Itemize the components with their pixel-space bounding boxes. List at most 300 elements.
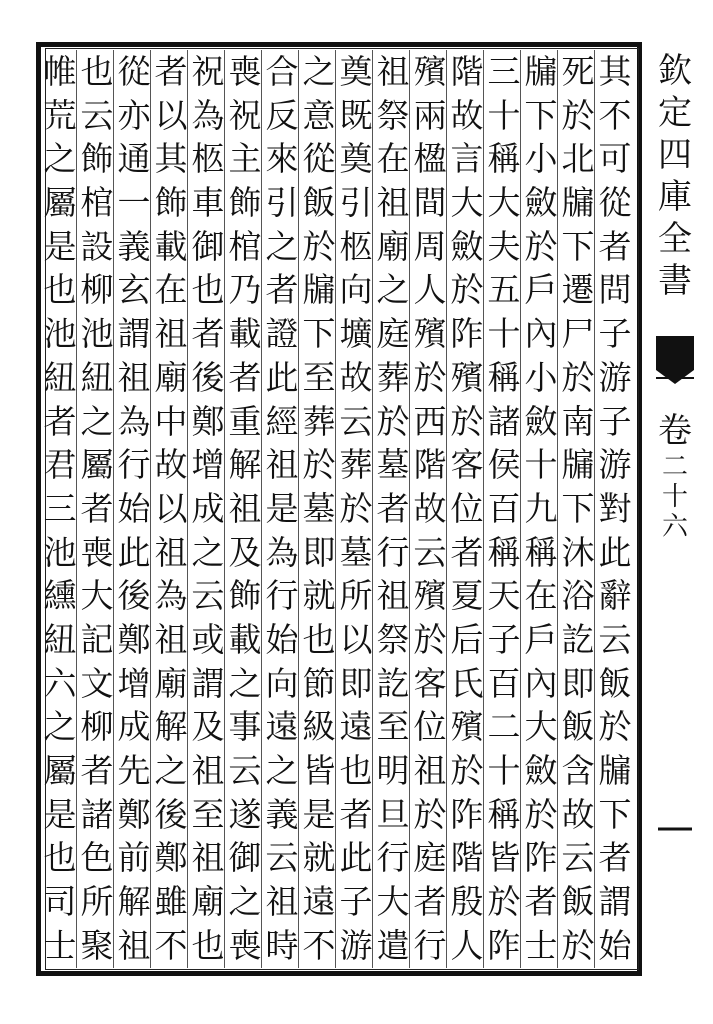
character: 人	[450, 925, 484, 965]
character: 沐	[561, 532, 595, 572]
character: 大	[450, 183, 484, 223]
character: 即	[561, 663, 595, 703]
character: 大	[80, 576, 114, 616]
character: 在	[524, 576, 558, 616]
character: 來	[265, 139, 299, 179]
character: 於	[598, 707, 632, 747]
title-character: 欽	[658, 51, 692, 91]
character: 色	[80, 838, 114, 878]
character: 池	[43, 532, 77, 572]
character: 葬	[339, 445, 373, 485]
character: 至	[376, 707, 410, 747]
character: 故	[450, 95, 484, 135]
character: 三	[43, 488, 77, 528]
character: 解	[117, 882, 151, 922]
character: 飯	[302, 183, 336, 223]
character: 通	[117, 139, 151, 179]
character: 飯	[561, 882, 595, 922]
character: 經	[265, 401, 299, 441]
character: 十	[487, 751, 521, 790]
character: 侯	[487, 445, 521, 485]
character: 既	[339, 95, 373, 135]
character: 御	[191, 226, 225, 266]
character: 及	[191, 707, 225, 747]
character: 及	[228, 532, 262, 572]
character: 可	[598, 139, 632, 179]
character: 屬	[43, 183, 77, 223]
character: 飾	[228, 576, 262, 616]
character: 祖	[154, 532, 188, 572]
character: 重	[228, 401, 262, 441]
character: 之	[302, 52, 336, 91]
character: 鄭	[154, 838, 188, 878]
character: 屬	[80, 445, 114, 485]
character: 阼	[487, 925, 521, 965]
character: 亦	[117, 95, 151, 135]
text-column	[373, 50, 413, 968]
character: 始	[598, 925, 632, 965]
character: 也	[43, 270, 77, 310]
character: 者	[376, 488, 410, 528]
character: 也	[43, 838, 77, 878]
character: 於	[561, 925, 595, 965]
character: 是	[302, 794, 336, 834]
character: 殯	[413, 576, 447, 616]
character: 十	[487, 314, 521, 354]
character: 遣	[376, 925, 410, 965]
character: 事	[228, 707, 262, 747]
character: 子	[339, 882, 373, 922]
character: 祝	[191, 52, 225, 91]
character: 夏	[450, 576, 484, 616]
volume-character: 二	[661, 452, 688, 482]
character: 飯	[598, 663, 632, 703]
character: 含	[561, 751, 595, 790]
character: 之	[80, 401, 114, 441]
character: 下	[598, 794, 632, 834]
title-character: 書	[658, 261, 692, 301]
character: 游	[339, 925, 373, 965]
character: 墓	[339, 532, 373, 572]
character: 故	[339, 357, 373, 397]
text-column	[595, 50, 635, 968]
character: 就	[302, 576, 336, 616]
character: 十	[487, 95, 521, 135]
character: 階	[413, 445, 447, 485]
character: 廟	[154, 357, 188, 397]
character: 斂	[524, 183, 558, 223]
character: 於	[376, 401, 410, 441]
character: 纁	[43, 576, 77, 616]
character: 也	[191, 270, 225, 310]
character: 階	[450, 838, 484, 878]
character: 帷	[43, 52, 77, 91]
character: 始	[265, 619, 299, 659]
character: 雖	[154, 882, 188, 922]
character: 前	[117, 838, 151, 878]
character: 載	[228, 619, 262, 659]
character: 者	[154, 52, 188, 91]
character: 此	[339, 838, 373, 878]
character: 牖	[302, 270, 336, 310]
character: 節	[302, 663, 336, 703]
character: 戶	[524, 270, 558, 310]
volume-character: 卷	[658, 411, 692, 451]
character: 小	[524, 357, 558, 397]
character: 南	[561, 401, 595, 441]
character: 後	[191, 357, 225, 397]
character: 載	[228, 314, 262, 354]
character: 文	[80, 663, 114, 703]
character: 祖	[228, 488, 262, 528]
character: 子	[598, 314, 632, 354]
character: 諸	[80, 794, 114, 834]
character: 下	[302, 314, 336, 354]
character: 也	[302, 619, 336, 659]
character: 謂	[598, 882, 632, 922]
character: 之	[191, 532, 225, 572]
volume-character: 六	[661, 512, 688, 542]
character: 後	[154, 794, 188, 834]
character: 是	[43, 226, 77, 266]
character: 從	[598, 183, 632, 223]
character: 之	[376, 270, 410, 310]
character: 云	[80, 95, 114, 135]
character: 祭	[376, 95, 410, 135]
character: 至	[302, 357, 336, 397]
character: 於	[561, 357, 595, 397]
text-column	[188, 50, 228, 968]
character: 先	[117, 751, 151, 790]
character: 紐	[43, 357, 77, 397]
character: 者	[598, 226, 632, 266]
character: 於	[487, 882, 521, 922]
character: 阼	[450, 794, 484, 834]
character: 記	[80, 619, 114, 659]
character: 於	[302, 226, 336, 266]
character: 不	[154, 925, 188, 965]
character: 成	[117, 707, 151, 747]
character: 云	[191, 576, 225, 616]
character: 稱	[487, 794, 521, 834]
character: 不	[302, 925, 336, 965]
text-column	[299, 50, 339, 968]
text-column	[410, 50, 450, 968]
character: 祖	[376, 576, 410, 616]
character: 祖	[191, 751, 225, 790]
character: 者	[80, 751, 114, 790]
character: 百	[487, 663, 521, 703]
text-column	[40, 50, 80, 968]
character: 壙	[339, 314, 373, 354]
fish-tail-mark-icon	[650, 330, 700, 390]
character: 葬	[376, 357, 410, 397]
character: 以	[154, 95, 188, 135]
character: 謂	[117, 314, 151, 354]
text-column	[114, 50, 154, 968]
character: 皆	[487, 838, 521, 878]
character: 內	[524, 663, 558, 703]
character: 奠	[339, 139, 373, 179]
character: 柩	[339, 226, 373, 266]
character: 者	[413, 882, 447, 922]
character: 飾	[80, 139, 114, 179]
character: 至	[191, 794, 225, 834]
character: 於	[339, 488, 373, 528]
character: 葬	[302, 401, 336, 441]
character: 反	[265, 95, 299, 135]
character: 之	[43, 139, 77, 179]
character: 稱	[487, 357, 521, 397]
character: 玄	[117, 270, 151, 310]
character: 辭	[598, 576, 632, 616]
volume-number	[650, 410, 700, 542]
character: 之	[265, 226, 299, 266]
character: 問	[598, 270, 632, 310]
title-character: 四	[658, 135, 692, 175]
character: 稱	[487, 532, 521, 572]
character: 即	[339, 663, 373, 703]
title-character: 全	[658, 219, 692, 259]
character: 此	[117, 532, 151, 572]
character: 云	[598, 619, 632, 659]
character: 柳	[80, 270, 114, 310]
character: 云	[228, 751, 262, 790]
volume-character: 十	[661, 482, 688, 512]
character: 祖	[413, 751, 447, 790]
character: 殯	[413, 52, 447, 91]
character: 祖	[154, 314, 188, 354]
margin-spine	[650, 50, 700, 970]
character: 也	[80, 52, 114, 91]
character: 此	[598, 532, 632, 572]
character: 紐	[43, 619, 77, 659]
character: 云	[339, 401, 373, 441]
character: 者	[265, 270, 299, 310]
character: 車	[191, 183, 225, 223]
character: 解	[154, 707, 188, 747]
text-column	[558, 50, 598, 968]
character: 士	[43, 925, 77, 965]
character: 稱	[524, 532, 558, 572]
character: 飾	[228, 183, 262, 223]
character: 下	[524, 95, 558, 135]
character: 牖	[561, 183, 595, 223]
lower-fish-tail-mark-icon	[650, 820, 700, 838]
character: 謂	[191, 663, 225, 703]
character: 浴	[561, 576, 595, 616]
character: 證	[265, 314, 299, 354]
character: 中	[154, 401, 188, 441]
character: 大	[487, 183, 521, 223]
character: 祖	[117, 357, 151, 397]
text-column	[521, 50, 561, 968]
title-character: 定	[658, 93, 692, 133]
character: 廟	[376, 226, 410, 266]
character: 其	[154, 139, 188, 179]
character: 以	[339, 619, 373, 659]
character: 於	[413, 619, 447, 659]
text-column	[336, 50, 376, 968]
character: 殯	[413, 314, 447, 354]
character: 奠	[339, 52, 373, 91]
character: 祖	[376, 52, 410, 91]
character: 夫	[487, 226, 521, 266]
character: 牖	[598, 751, 632, 790]
character: 三	[487, 52, 521, 91]
character: 客	[450, 445, 484, 485]
character: 祖	[154, 619, 188, 659]
character: 君	[43, 445, 77, 485]
character: 者	[339, 794, 373, 834]
character: 不	[598, 95, 632, 135]
character: 明	[376, 751, 410, 790]
character: 載	[154, 226, 188, 266]
character: 為	[191, 95, 225, 135]
character: 行	[265, 576, 299, 616]
text-column	[225, 50, 265, 968]
character: 屬	[43, 751, 77, 790]
character: 十	[524, 445, 558, 485]
character: 棺	[80, 183, 114, 223]
character: 是	[43, 794, 77, 834]
character: 下	[561, 488, 595, 528]
character: 遷	[561, 270, 595, 310]
character: 祖	[265, 445, 299, 485]
character: 庭	[376, 314, 410, 354]
character: 向	[339, 270, 373, 310]
character: 后	[450, 619, 484, 659]
character: 殯	[450, 707, 484, 747]
character: 斂	[524, 401, 558, 441]
character: 池	[80, 314, 114, 354]
character: 天	[487, 576, 521, 616]
character: 增	[191, 445, 225, 485]
character: 言	[450, 139, 484, 179]
character: 諸	[487, 401, 521, 441]
character: 柳	[80, 707, 114, 747]
character: 從	[302, 139, 336, 179]
character: 楹	[413, 139, 447, 179]
character: 於	[450, 751, 484, 790]
character: 者	[228, 357, 262, 397]
character: 為	[154, 576, 188, 616]
character: 五	[487, 270, 521, 310]
character: 故	[561, 794, 595, 834]
character: 訖	[376, 663, 410, 703]
text-column	[484, 50, 524, 968]
character: 飾	[154, 183, 188, 223]
character: 戶	[524, 619, 558, 659]
character: 行	[117, 445, 151, 485]
character: 司	[43, 882, 77, 922]
character: 在	[154, 270, 188, 310]
character: 尸	[561, 314, 595, 354]
character: 行	[376, 532, 410, 572]
text-column	[151, 50, 191, 968]
character: 遠	[302, 882, 336, 922]
character: 死	[561, 52, 595, 91]
character: 始	[117, 488, 151, 528]
character: 小	[524, 139, 558, 179]
character: 後	[117, 576, 151, 616]
character: 廟	[191, 882, 225, 922]
character: 向	[265, 663, 299, 703]
character: 於	[302, 445, 336, 485]
character: 義	[265, 794, 299, 834]
character: 也	[339, 751, 373, 790]
character: 意	[302, 95, 336, 135]
character: 遂	[228, 794, 262, 834]
character: 引	[265, 183, 299, 223]
character: 庭	[413, 838, 447, 878]
character: 於	[450, 401, 484, 441]
text-column	[77, 50, 117, 968]
character: 棺	[228, 226, 262, 266]
character: 之	[228, 882, 262, 922]
character: 位	[413, 707, 447, 747]
text-column	[447, 50, 487, 968]
character: 墓	[376, 445, 410, 485]
character: 所	[80, 882, 114, 922]
character: 喪	[228, 925, 262, 965]
character: 兩	[413, 95, 447, 135]
character: 設	[80, 226, 114, 266]
character: 鄭	[117, 619, 151, 659]
character: 池	[43, 314, 77, 354]
character: 成	[191, 488, 225, 528]
character: 於	[561, 95, 595, 135]
text-column	[262, 50, 302, 968]
character: 廟	[154, 663, 188, 703]
character: 六	[43, 663, 77, 703]
character: 墓	[302, 488, 336, 528]
character: 合	[265, 52, 299, 91]
character: 阼	[450, 314, 484, 354]
character: 鄭	[117, 794, 151, 834]
character: 御	[228, 838, 262, 878]
character: 祝	[228, 95, 262, 135]
character: 斂	[524, 751, 558, 790]
character: 祖	[117, 925, 151, 965]
character: 乃	[228, 270, 262, 310]
character: 柩	[191, 139, 225, 179]
character: 對	[598, 488, 632, 528]
character: 行	[413, 925, 447, 965]
character: 殯	[450, 357, 484, 397]
character: 百	[487, 488, 521, 528]
character: 之	[228, 663, 262, 703]
character: 就	[302, 838, 336, 878]
character: 西	[413, 401, 447, 441]
character: 阼	[524, 838, 558, 878]
character: 之	[154, 751, 188, 790]
character: 時	[265, 925, 299, 965]
character: 荒	[43, 95, 77, 135]
character: 大	[376, 882, 410, 922]
character: 北	[561, 139, 595, 179]
character: 所	[339, 576, 373, 616]
character: 行	[376, 838, 410, 878]
character: 於	[413, 357, 447, 397]
character: 聚	[80, 925, 114, 965]
character: 殷	[450, 882, 484, 922]
character: 下	[561, 226, 595, 266]
character: 云	[265, 838, 299, 878]
character: 義	[117, 226, 151, 266]
title-character: 庫	[658, 177, 692, 217]
character: 皆	[302, 751, 336, 790]
